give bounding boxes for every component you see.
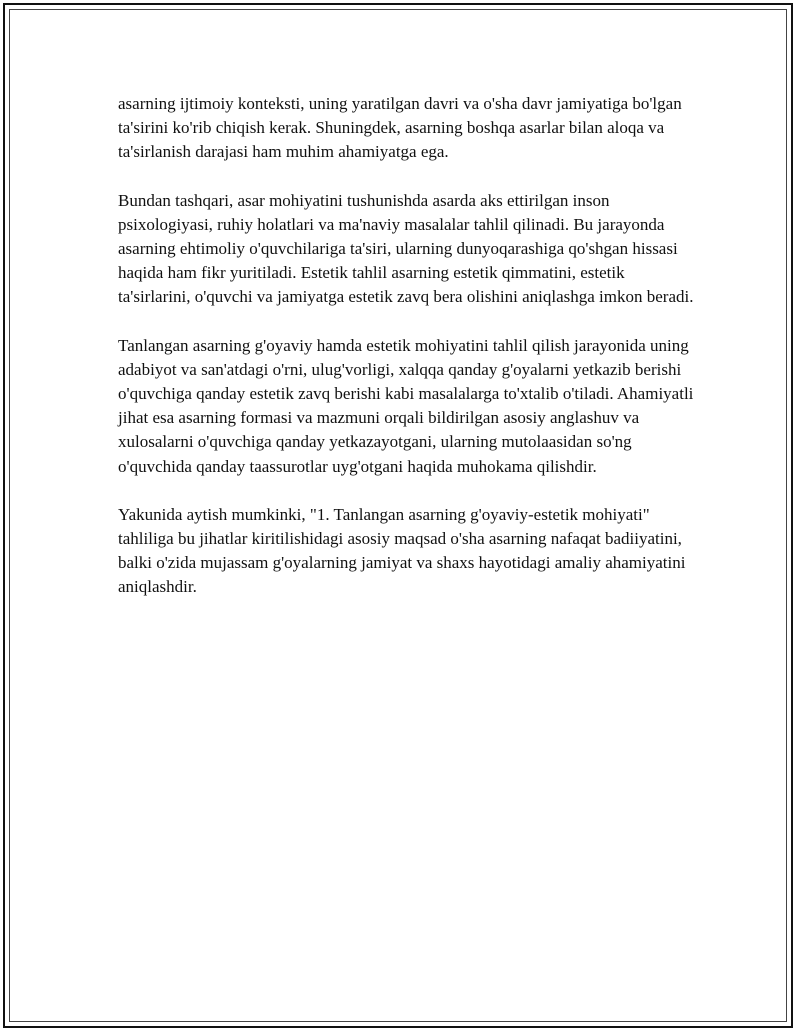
paragraph: Tanlangan asarning g'oyaviy hamda estetik mohiyatini tahlil qilish jarayonida uning adabiyot va san'atdagi o'rni, ulug'vorligi, xalqqa qanday g'oyalarni yetkazib berishi o'quvchiga qanday estetik zavq berishi kabi masalalarga to'xtalib o'tiladi. Ahamiyatli jihat esa asarning formasi va mazmuni orqali bildirilgan asosiy anglashuv va xulosalarni o'quvchiga qanday yetkazayotgani, ularning mutolaasidan so'ng o'quvchida qanday taassurotlar uyg'otgani haqida muhokama qilishdir.	[118, 335, 694, 476]
paragraph: Yakunida aytish mumkinki, "1. Tanlangan asarning g'oyaviy-estetik mohiyati" tahliliga bu jihatlar kiritilishidagi asosiy maqsad o'sha asarning nafaqat badiiyatini, balki o'zida mujassam g'oyalarning jamiyat va shaxs hayotidagi amaliy ahamiyatini aniqlashdir.	[118, 504, 686, 597]
paragraph: asarning ijtimoiy konteksti, uning yaratilgan davri va o'sha davr jamiyatiga bo'lgan ta'sirini ko'rib chiqish kerak. Shuningdek, asarning boshqa asarlar bilan aloqa va ta'sirlanish darajasi ham muhim ahamiyatga ega.	[118, 94, 682, 162]
paragraph: Bundan tashqari, asar mohiyatini tushunishda asarda aks ettirilgan inson psixologiyasi, ruhiy holatlari va ma'naviy masalalar tahlil qilinadi. Bu jarayonda asarning ehtimoliy o'quvchilariga ta'siri, ularning dunyoqarashiga qo'shgan hissasi haqida ham fikr yuritiladi. Estetik tahlil asarning estetik qimmatini, estetik ta'sirlarini, o'quvchi va jamiyatga estetik zavq bera olishini aniqlashga imkon beradi.	[118, 190, 694, 307]
document-body	[118, 92, 698, 624]
